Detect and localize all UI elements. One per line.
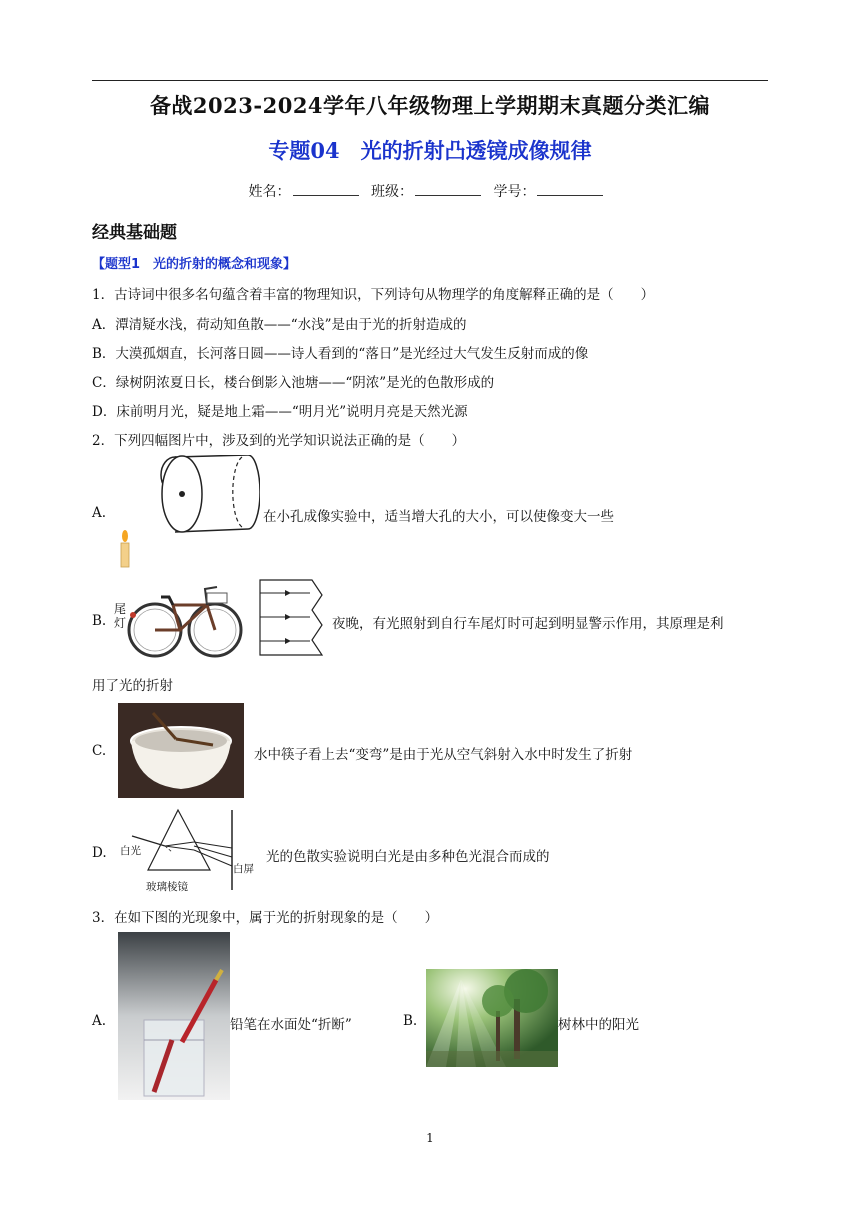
q3-stem: 3．在如下图的光现象中，属于光的折射现象的是（ ） <box>92 910 439 926</box>
q3-a-letter: A. <box>92 1013 107 1029</box>
q2-b-text-continued: 用了光的折射 <box>92 678 173 694</box>
q2-b-letter: B. <box>92 613 107 629</box>
class-blank <box>415 183 481 196</box>
q2-b-text: 夜晚，有光照射到自行车尾灯时可起到明显警示作用，其原理是利 <box>332 616 724 632</box>
pinhole-camera-figure <box>110 455 260 570</box>
q3-b-letter: B. <box>403 1013 418 1029</box>
name-blank <box>293 183 359 196</box>
id-label: 学号： <box>493 184 536 200</box>
topic-tag: 【题型1 光的折射的概念和现象】 <box>92 257 297 272</box>
glass-prism-label: 玻璃棱镜 <box>146 881 188 893</box>
q1-option-a: A．潭清疑水浅，荷动知鱼散——“水浅”是由于光的折射造成的 <box>92 317 467 333</box>
name-label: 姓名： <box>248 184 291 200</box>
chopstick-in-bowl-photo <box>118 703 244 798</box>
q1-option-d: D．床前明月光，疑是地上霜——“明月光”说明月亮是天然光源 <box>92 404 468 420</box>
forest-sunlight-photo <box>426 969 558 1067</box>
header-rule <box>92 80 768 81</box>
main-title: 备战2023-2024学年八年级物理上学期期末真题分类汇编 <box>149 93 711 118</box>
q3-a-text: 铅笔在水面处“折断” <box>230 1017 352 1033</box>
q2-d-text: 光的色散实验说明白光是由多种色光混合而成的 <box>266 849 550 865</box>
class-label: 班级： <box>371 184 413 200</box>
section-title: 经典基础题 <box>92 223 177 243</box>
q2-c-text: 水中筷子看上去“变弯”是由于光从空气斜射入水中时发生了折射 <box>254 747 633 763</box>
white-light-label: 白光 <box>120 845 141 857</box>
page-number: 1 <box>426 1131 434 1145</box>
sub-title: 专题04 光的折射凸透镜成像规律 <box>268 138 592 163</box>
q1-option-c: C．绿树阴浓夏日长，楼台倒影入池塘——“阴浓”是光的色散形成的 <box>92 375 495 391</box>
q1-option-b: B．大漠孤烟直，长河落日圆——诗人看到的“落日”是光经过大气发生反射而成的像 <box>92 346 589 362</box>
q2-stem: 2．下列四幅图片中，涉及到的光学知识说法正确的是（ ） <box>92 433 466 449</box>
pencil-in-water-photo <box>118 932 230 1100</box>
q1-stem: 1．古诗词中很多名句蕴含着丰富的物理知识，下列诗句从物理学的角度解释正确的是（ ） <box>92 287 655 303</box>
tail-light-label: 尾灯 <box>114 602 127 630</box>
student-info-line <box>0 181 860 201</box>
bicycle-tail-light-figure <box>125 575 330 663</box>
q2-c-letter: C. <box>92 743 107 759</box>
q3-b-text: 树林中的阳光 <box>558 1017 639 1033</box>
white-screen-label: 白屏 <box>233 863 254 875</box>
id-blank <box>537 183 603 196</box>
q2-d-letter: D. <box>92 845 107 861</box>
q2-a-letter: A. <box>92 505 107 521</box>
q2-a-text: 在小孔成像实验中，适当增大孔的大小，可以使像变大一些 <box>263 509 614 525</box>
